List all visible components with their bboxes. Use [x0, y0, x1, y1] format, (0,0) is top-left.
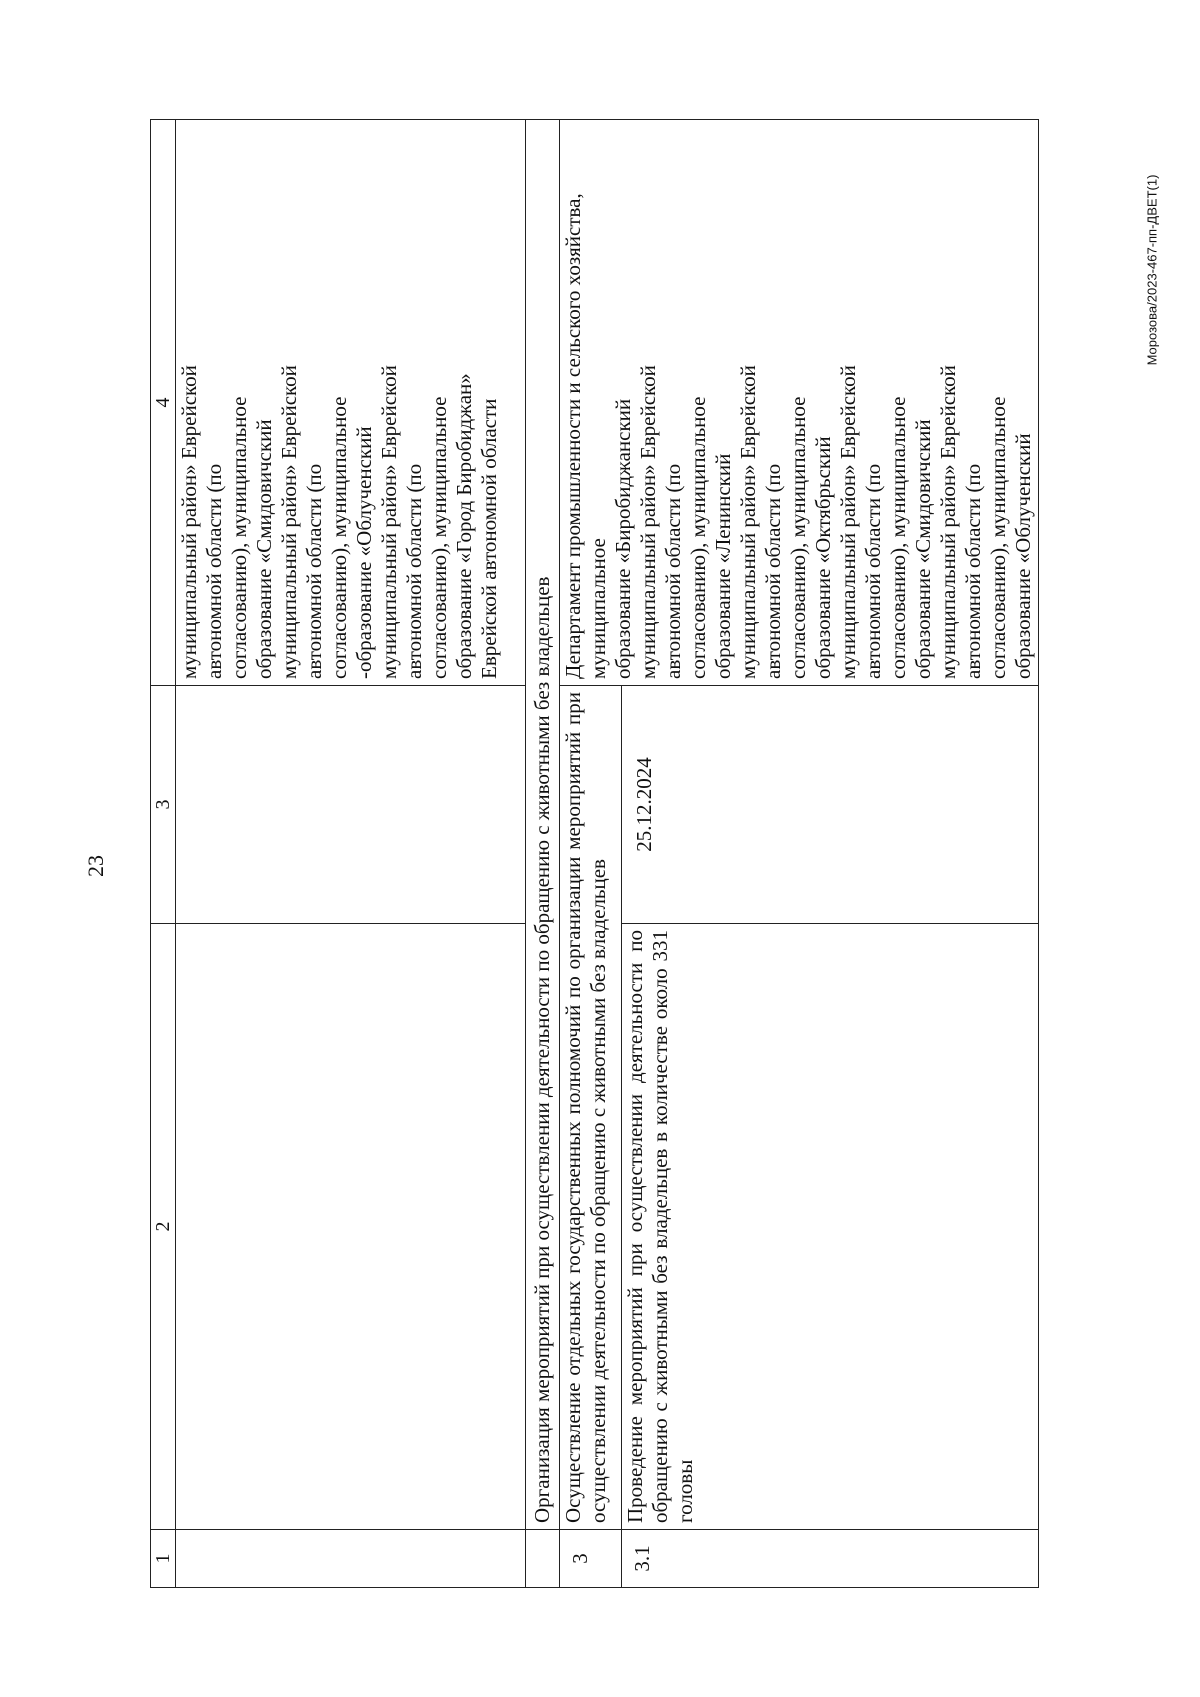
- table-row-3: [560, 120, 622, 1588]
- row-number: 3.1: [622, 1530, 1039, 1588]
- cell-empty: [526, 1530, 560, 1588]
- section-title: Организация мероприятий при осуществлении деятельности по обращению с животными без владельцев: [526, 120, 560, 1530]
- row-description: Проведение мероприятий при осуществлении деятельности по обращению с животными без владельцев в количестве около 331 головы: [622, 924, 1039, 1530]
- row-description: Осуществление отдельных государственных полномочий по организации мероприятий при осуществлении деятельности по обращению с животными без владельцев: [560, 686, 622, 1530]
- table-header-row: [151, 120, 176, 1588]
- page-number: 23: [83, 855, 108, 877]
- document-table-rotated: [150, 120, 1112, 1588]
- cell-empty: [176, 1530, 526, 1588]
- cell-empty: [176, 924, 526, 1530]
- footer-document-code: Морозова/2023-467-пп-ДВЕТ(1): [1144, 174, 1160, 366]
- header-col-3: 3: [151, 686, 176, 924]
- cell-empty: [176, 686, 526, 924]
- header-col-2: 2: [151, 924, 176, 1530]
- header-col-1: 1: [151, 1530, 176, 1588]
- table-row-continuation: [176, 120, 526, 1588]
- table-row-section: [526, 120, 560, 1588]
- row-number: 3: [560, 1530, 622, 1588]
- responsible-list: образование «Биробиджанский муниципальный район» Еврейской автономной области (по согласованию), муниципальное образование «Ленинский муниципальный район» Еврейской автономной области (по согласованию), муниципальное образование «Октябрьский муниципальный район» Еврейской автономной области (по согласованию), муниципальное образование «Смидовичский муниципальный район» Еврейской автономной области (по согласованию), муниципальное образование «Облученский: [611, 365, 1035, 679]
- cell-responsible: [560, 120, 1039, 686]
- row-deadline-date: 25.12.2024: [622, 686, 1039, 924]
- header-col-4: 4: [151, 120, 176, 686]
- responsible-head: Департамент промышленности и сельского хозяйства, муниципальное: [561, 193, 610, 679]
- cell-responsible-continuation: муниципальный район» Еврейской автономной области (по согласованию), муниципальное образование «Смидовичский муниципальный район» Еврейской автономной области (по согласованию), муниципальное -образование «Облученский муниципальный район» Еврейской автономной области (по согласованию), муниципальное образование «Город Биробиджан» Еврейской автономной области: [176, 120, 526, 686]
- plan-table: [150, 119, 1039, 1588]
